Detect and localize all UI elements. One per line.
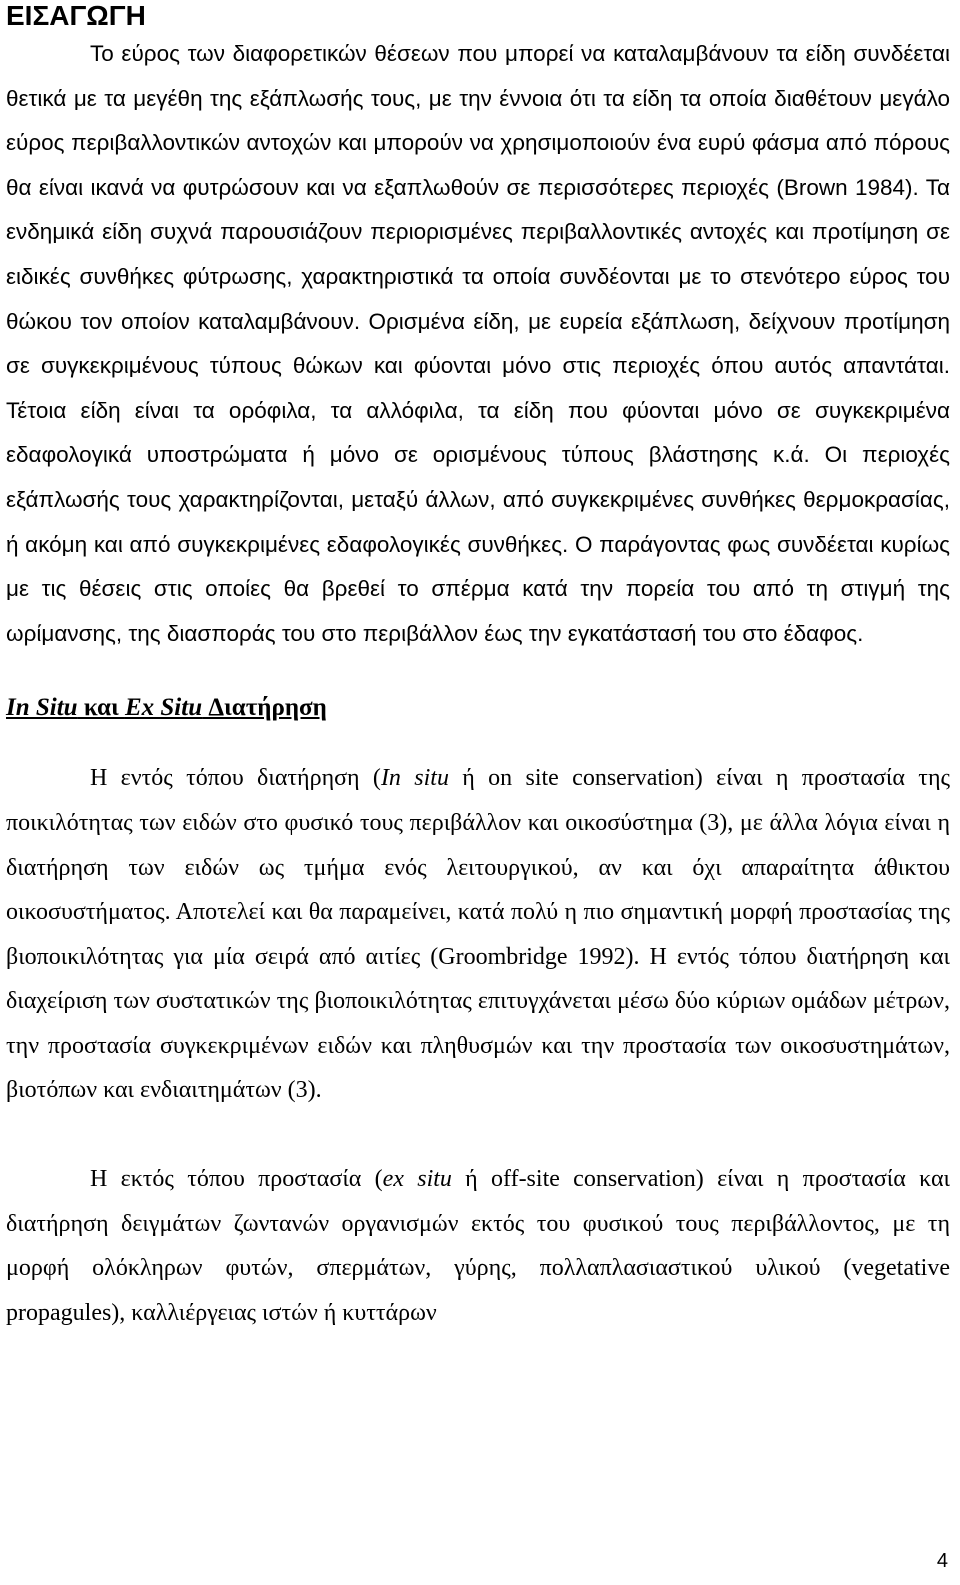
- in-situ-paragraph-start: Η εντός τόπου διατήρηση (: [90, 765, 381, 792]
- ex-situ-paragraph: [6, 1157, 950, 1335]
- page-heading: ΕΙΣΑΓΩΓΗ: [6, 0, 146, 31]
- intro-paragraph: [6, 32, 950, 656]
- ex-situ-paragraph-start: Η εκτός τόπου προστασία (: [90, 1166, 383, 1193]
- subheading-ex-situ: Ex Situ: [124, 694, 203, 722]
- subheading-in-situ: In Situ: [6, 694, 78, 722]
- ex-situ-italic-term: ex situ: [382, 1166, 452, 1193]
- subheading-and: και: [77, 694, 125, 722]
- in-situ-paragraph-rest: ή on site conservation) είναι η προστασία της ποικιλότητας των ειδών στο φυσικό τους περιβάλλον και οικοσύστημα (3), με άλλα λόγια είναι η διατήρηση των ειδών ως τμήμα ενός λειτουργικού, αν και όχι απαραίτητα άθικτου οικοσυστήματος. Αποτελεί και θα παραμείνει, κατά πολύ η πιο σημαντική μορφή προστασίας της βιοποικιλότητας για μία σειρά από αιτίες (Groombridge 1992). Η εντός τόπου διατήρηση και διαχείριση των συστατικών της βιοποικιλότητας επιτυγχάνεται μέσω δύο κύριων ομάδων μέτρων, την προστασία συγκεκριμένων ειδών και πληθυσμών και την προστασία των οικοσυστημάτων, βιοτόπων και ενδιαιτημάτων (3).: [6, 765, 950, 1104]
- document-page: [6, 0, 950, 1335]
- subheading-conservation: Διατήρηση: [202, 694, 327, 722]
- spacer: [6, 1113, 950, 1157]
- in-situ-italic-term: In situ: [380, 765, 449, 792]
- spacer: [6, 730, 950, 756]
- intro-paragraph-text: Το εύρος των διαφορετικών θέσεων που μπορεί να καταλαμβάνουν τα είδη συνδέεται θετικά με τα μεγέθη της εξάπλωσής τους, με την έννοια ότι τα είδη τα οποία διαθέτουν μεγάλο εύρος περιβαλλοντικών αντοχών και μπορούν να χρησιμοποιούν ένα ευρύ φάσμα από πόρους θα είναι ικανά να φυτρώσουν και να εξαπλωθούν σε περισσότερες περιοχές (Brown 1984). Τα ενδημικά είδη συχνά παρουσιάζουν περιορισμένες περιβαλλοντικές αντοχές και προτίμηση σε ειδικές συνθήκες φύτρωσης, χαρακτηριστικά τα οποία συνδέονται με το στενότερο εύρος του θώκου τον οποίον καταλαμβάνουν. Ορισμένα είδη, με ευρεία εξάπλωση, δείχνουν προτίμηση σε συγκεκριμένους τύπους θώκων και φύονται μόνο στις περιοχές όπου αυτός απαντάται. Τέτοια είδη είναι τα ορόφιλα, τα αλλόφιλα, τα είδη που φύονται μόνο σε συγκεκριμένα εδαφολογικά υποστρώματα ή μόνο σε ορισμένους τύπους βλάστησης κ.ά. Οι περιοχές εξάπλωσής τους χαρακτηρίζονται, μεταξύ άλλων, από συγκεκριμένες συνθήκες θερμοκρασίας, ή ακόμη και από συγκεκριμένες εδαφολογικές συνθήκες. Ο παράγοντας φως συνδέεται κυρίως με τις θέσεις στις οποίες θα βρεθεί το σπέρμα κατά την πορεία του από τη στιγμή της ωρίμανσης, της διασποράς του στο περιβάλλον έως την εγκατάστασή του στο έδαφος.: [6, 41, 950, 646]
- section-subheading: [6, 686, 950, 730]
- in-situ-paragraph: [6, 756, 950, 1113]
- ex-situ-paragraph-rest: ή off-site conservation) είναι η προστασία και διατήρηση δειγμάτων ζωντανών οργανισμών εκτός του φυσικού τους περιβάλλοντος, με τη μορφή ολόκληρων φυτών, σπερμάτων, γύρης, πολλαπλασιαστικού υλικού (vegetative propagules), καλλιέργειας ιστών ή κυττάρων: [6, 1166, 951, 1326]
- page-number: 4: [936, 1550, 948, 1572]
